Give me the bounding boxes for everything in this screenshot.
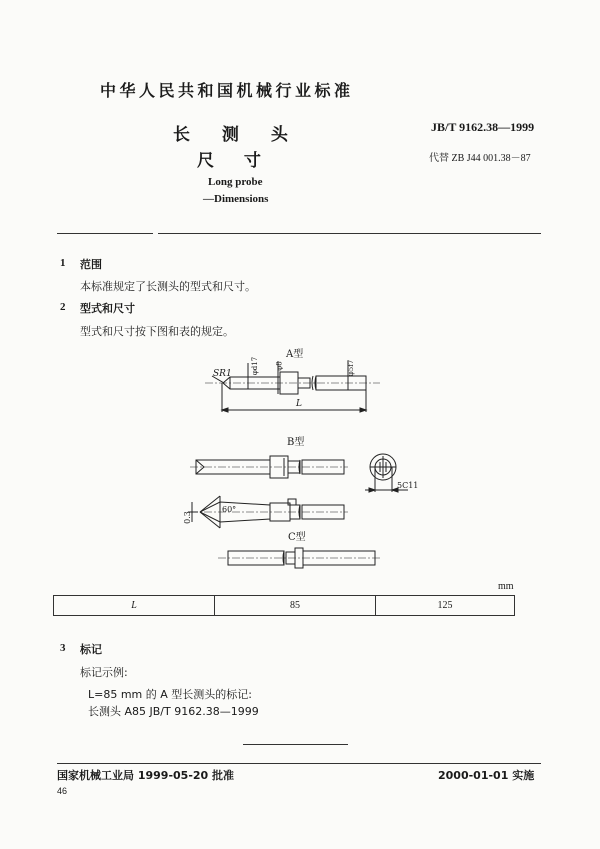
page-number: 46 (57, 786, 68, 796)
approval-info: 国家机械工业局 1999-05-20 批准 (57, 769, 235, 782)
header-rule-left (57, 233, 153, 234)
annotation-5c11: 5C11 (397, 481, 419, 490)
figure-b-drawing (180, 450, 420, 530)
figure-c-drawing (210, 545, 390, 575)
implementation-info: 2000-01-01 实施 (438, 769, 535, 782)
section-2-title: 型式和尺寸 (80, 302, 135, 315)
standard-title-en: Long probe (208, 176, 263, 188)
figure-b-label: B型 (287, 437, 305, 448)
annotation-l: L (296, 399, 302, 409)
organization-title: 中华人民共和国机械行业标准 (100, 81, 354, 100)
annotation-phi-5f7: φ5f7 (347, 359, 356, 377)
table-header-l: L (54, 596, 215, 616)
figure-a-label: A型 (286, 349, 304, 360)
marking-example-label: 标记示例: (80, 666, 128, 679)
section-1-number: 1 (60, 257, 66, 269)
footer-rule (57, 763, 541, 764)
annotation-0-3: 0.3 (182, 511, 192, 524)
marking-example-desc: L=85 mm 的 A 型长测头的标记: (88, 688, 252, 701)
figure-c-label: C型 (288, 532, 306, 543)
standard-subtitle-cn: 尺 寸 (197, 151, 261, 171)
table-cell-85: 85 (215, 596, 376, 616)
standard-number: JB/T 9162.38—1999 (431, 120, 535, 134)
section-1-body: 本标准规定了长测头的型式和尺寸。 (80, 280, 256, 293)
table-row (54, 596, 515, 616)
annotation-60-degree: 60° (222, 505, 237, 514)
replaces-standard: 代替 ZB J44 001.38－87 (429, 153, 531, 164)
figure-a-drawing (200, 358, 400, 418)
annotation-sr1: SR1 (213, 369, 232, 379)
table-cell-125: 125 (376, 596, 515, 616)
section-2-body: 型式和尺寸按下图和表的规定。 (80, 325, 234, 338)
standard-subtitle-en: —Dimensions (203, 193, 269, 205)
section-3-title: 标记 (80, 643, 102, 656)
standard-title-cn: 长 测 头 (173, 125, 288, 145)
section-3-number: 3 (60, 642, 66, 654)
table-unit: mm (498, 581, 514, 592)
section-2-number: 2 (60, 301, 66, 313)
section-1-title: 范围 (80, 258, 102, 271)
annotation-phi-d17: φd17 (251, 356, 260, 376)
header-rule-right (158, 233, 541, 234)
end-rule (243, 744, 348, 745)
dimension-table (53, 595, 515, 616)
marking-example-code: 长测头 A85 JB/T 9162.38—1999 (88, 705, 259, 718)
annotation-phi-8: φ8 (275, 361, 284, 371)
